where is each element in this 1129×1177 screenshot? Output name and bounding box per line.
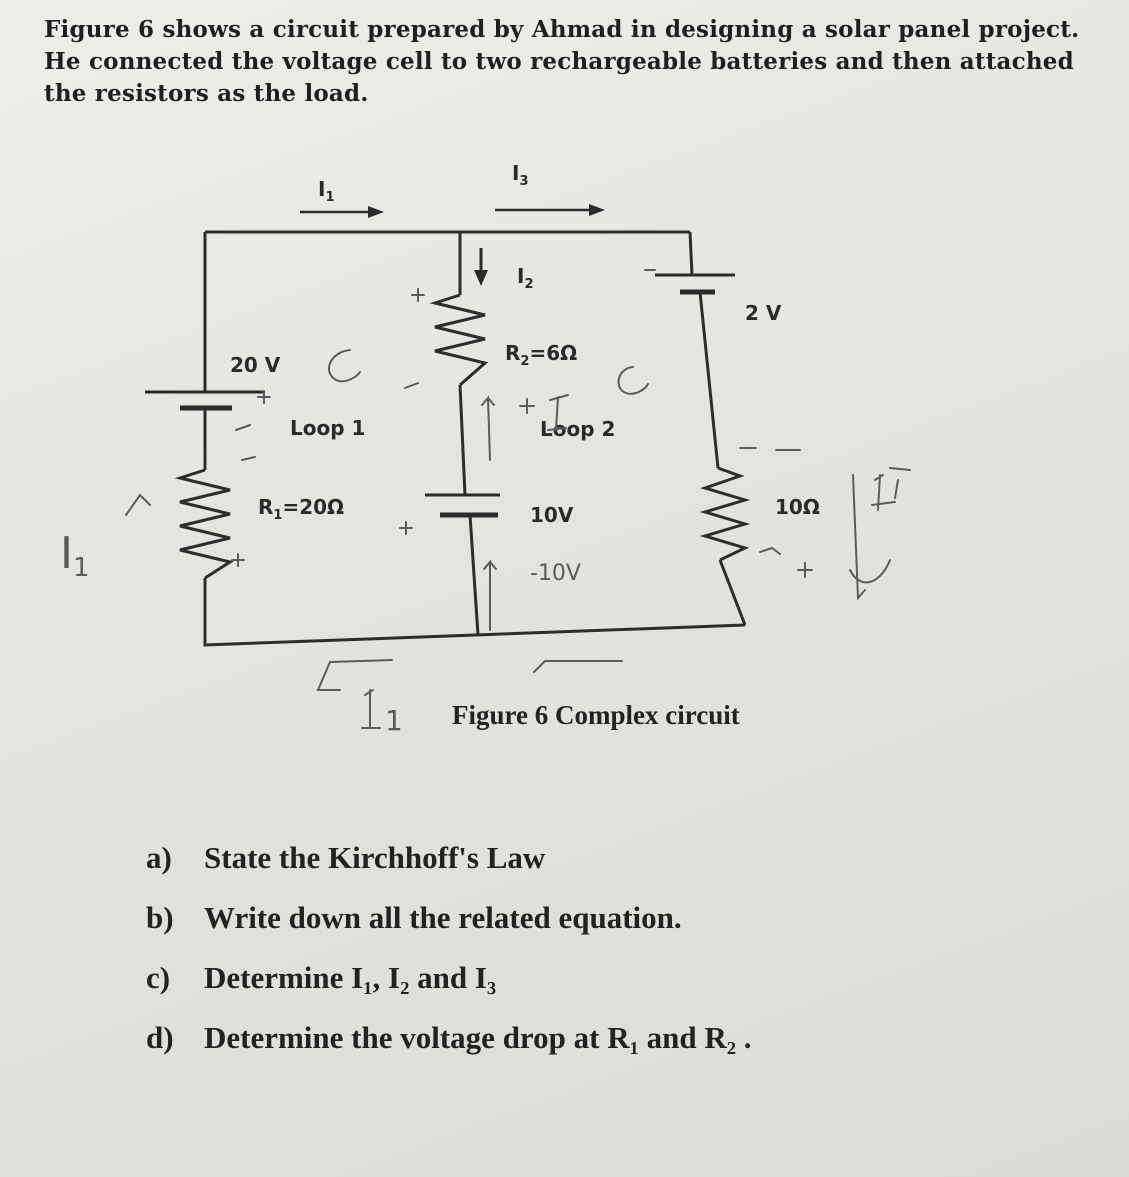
label-r2: $R_2=6\Omega$	[505, 341, 578, 369]
resistor-r2	[435, 295, 485, 385]
question-a: a) State the Kirchhoff's Law	[146, 840, 546, 875]
label-loop1: Loop 1	[290, 416, 366, 440]
resistor-10-ohm	[705, 468, 745, 560]
handwritten-minus-10v: -10V	[530, 561, 581, 586]
circuit-wires	[205, 232, 745, 645]
arrow-i2	[474, 248, 488, 286]
label-r1: $R_1=20\Omega$	[258, 495, 345, 523]
arrow-i1	[300, 206, 384, 218]
battery-2v	[655, 275, 735, 292]
label-i3: $I_3$	[512, 161, 529, 189]
battery-10v	[425, 495, 500, 515]
question-c: c) Determine I₁, I₂ and I₃	[146, 960, 497, 995]
arrow-i3	[495, 204, 605, 216]
label-10-ohm: 10Ω	[775, 495, 820, 519]
label-20v: 20 V	[230, 353, 281, 377]
label-2v: 2 V	[745, 301, 782, 325]
battery-20v	[145, 392, 265, 408]
handwritten-i1-bottom: 1	[385, 704, 403, 737]
intro-paragraph: Figure 6 shows a circuit prepared by Ahmad in designing a solar panel project. He connected the voltage cell to two rechargeable batteries and then attached the resistors as the load.	[44, 16, 1080, 107]
handwritten-i1-left: I1	[60, 528, 90, 583]
figure-caption: Figure 6 Complex circuit	[452, 700, 740, 730]
question-d: d) Determine the voltage drop at R₁ and R₂ .	[146, 1020, 752, 1055]
resistor-r1	[180, 470, 230, 578]
label-loop2: Loop 2	[540, 417, 616, 441]
question-b: b) Write down all the related equation.	[146, 900, 682, 935]
question-list	[146, 840, 1096, 1080]
label-i1: $I_1$	[318, 177, 335, 205]
label-i2: $I_2$	[517, 264, 534, 292]
circuit-diagram	[0, 150, 1129, 770]
label-10v: 10V	[530, 503, 574, 527]
